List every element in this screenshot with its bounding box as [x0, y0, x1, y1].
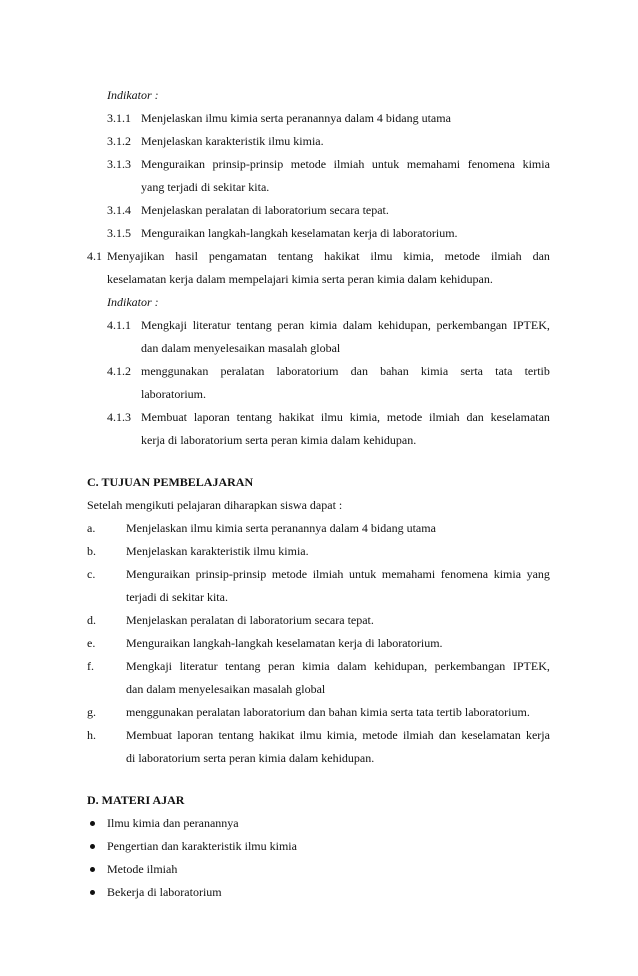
list-letter: a.: [87, 521, 96, 535]
bullet-icon: [90, 890, 95, 895]
list-item-text-justified: Membuat laporan tentang hakikat ilmu kimia, metode ilmiah dan keselamatan kerja: [126, 728, 550, 742]
list-item-continuation: di laboratorium serta peran kimia dalam kehidupan.: [126, 751, 375, 765]
list-letter: e.: [87, 636, 96, 650]
indicator-text: Menjelaskan peralatan di laboratorium secara tepat.: [141, 203, 389, 217]
kd-text-continuation: keselamatan kerja dalam mempelajari kimia serta peran kimia dalam kehidupan.: [107, 272, 493, 286]
list-item-text-justified: Menguraikan prinsip-prinsip metode ilmiah untuk memahami fenomena kimia yang: [126, 567, 550, 581]
bullet-icon: [90, 844, 95, 849]
indicator-text: Menguraikan langkah-langkah keselamatan kerja di laboratorium.: [141, 226, 458, 240]
list-letter: d.: [87, 613, 96, 627]
list-item-continuation: terjadi di sekitar kita.: [126, 590, 228, 604]
list-item-text: Menjelaskan karakteristik ilmu kimia.: [126, 544, 309, 558]
indicator-text-continuation: kerja di laboratorium serta peran kimia dalam kehidupan.: [141, 433, 417, 447]
indicator-text-continuation: yang terjadi di sekitar kita.: [141, 180, 270, 194]
indikator-label: Indikator :: [107, 295, 159, 309]
list-item-continuation: dan dalam menyelesaikan masalah global: [126, 682, 326, 696]
list-letter: f.: [87, 659, 94, 673]
indicator-number: 3.1.4: [107, 203, 131, 217]
indicator-number: 4.1.3: [107, 410, 131, 424]
list-item-text: Menjelaskan ilmu kimia serta peranannya dalam 4 bidang utama: [126, 521, 436, 535]
list-letter: g.: [87, 705, 96, 719]
indicator-number: 3.1.1: [107, 111, 131, 125]
indicator-number: 4.1.1: [107, 318, 131, 332]
list-item-text-justified: Mengkaji literatur tentang peran kimia dalam kehidupan, perkembangan IPTEK,: [126, 659, 550, 673]
indikator-label: Indikator :: [107, 88, 159, 102]
bullet-item-text: Pengertian dan karakteristik ilmu kimia: [107, 839, 297, 853]
list-letter: b.: [87, 544, 96, 558]
indicator-text-continuation: dan dalam menyelesaikan masalah global: [141, 341, 341, 355]
indicator-text-justified: menggunakan peralatan laboratorium dan bahan kimia serta tata tertib: [141, 364, 550, 378]
bullet-item-text: Bekerja di laboratorium: [107, 885, 222, 899]
section-heading-tujuan: C. TUJUAN PEMBELAJARAN: [87, 475, 254, 489]
section-heading-materi: D. MATERI AJAR: [87, 793, 185, 807]
indicator-number: 3.1.3: [107, 157, 131, 171]
list-item-text: menggunakan peralatan laboratorium dan bahan kimia serta tata tertib laboratorium.: [126, 705, 530, 719]
indicator-text-justified: Menguraikan prinsip-prinsip metode ilmiah untuk memahami fenomena kimia: [141, 157, 550, 171]
indicator-text: Menjelaskan karakteristik ilmu kimia.: [141, 134, 324, 148]
list-letter: c.: [87, 567, 96, 581]
indicator-text: Menjelaskan ilmu kimia serta peranannya dalam 4 bidang utama: [141, 111, 451, 125]
bullet-item-text: Metode ilmiah: [107, 862, 178, 876]
indicator-number: 3.1.5: [107, 226, 131, 240]
bullet-icon: [90, 867, 95, 872]
indicator-text-continuation: laboratorium.: [141, 387, 206, 401]
list-item-text: Menguraikan langkah-langkah keselamatan kerja di laboratorium.: [126, 636, 443, 650]
section-intro: Setelah mengikuti pelajaran diharapkan siswa dapat :: [87, 498, 343, 512]
indicator-number: 3.1.2: [107, 134, 131, 148]
list-letter: h.: [87, 728, 96, 742]
indicator-number: 4.1.2: [107, 364, 131, 378]
bullet-item-text: Ilmu kimia dan peranannya: [107, 816, 239, 830]
list-item-text: Menjelaskan peralatan di laboratorium secara tepat.: [126, 613, 374, 627]
kd-number: 4.1: [87, 249, 102, 263]
indicator-text-justified: Membuat laporan tentang hakikat ilmu kimia, metode ilmiah dan keselamatan: [141, 410, 550, 424]
bullet-icon: [90, 821, 95, 826]
indicator-text-justified: Mengkaji literatur tentang peran kimia dalam kehidupan, perkembangan IPTEK,: [141, 318, 550, 332]
kd-text-justified: Menyajikan hasil pengamatan tentang hakikat ilmu kimia, metode ilmiah dan: [107, 249, 550, 263]
